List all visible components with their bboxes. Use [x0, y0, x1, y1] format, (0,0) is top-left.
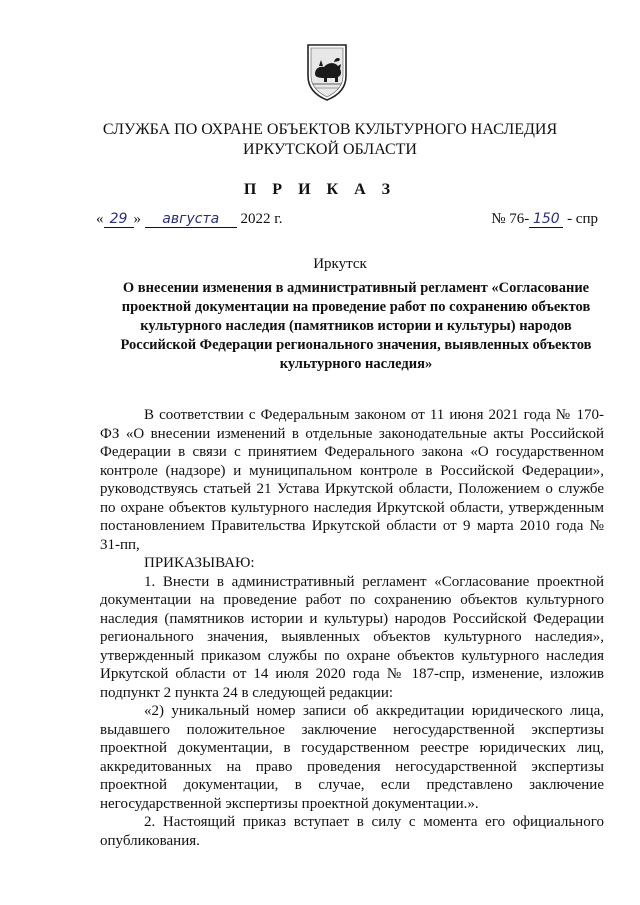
number-prefix: № 76- [491, 211, 530, 227]
order-subject: О внесении изменения в административный регламент «Согласование проектной документации на проведение работ по сохранению объектов культурного наследия (памятников истории и культуры) народов Российской Федерации регионального значения, выявленных объектов культурного наследия» [120, 280, 592, 372]
org-line-1: СЛУЖБА ПО ОХРАНЕ ОБЪЕКТОВ КУЛЬТУРНОГО НАСЛЕДИЯ [102, 121, 558, 138]
item-2-paragraph: 2. Настоящий приказ вступает в силу с момента его официального опубликования. [100, 814, 604, 849]
city: Иркутск [313, 256, 367, 272]
organization-name [60, 120, 600, 160]
date-day: 29 [104, 211, 134, 228]
date-close-quote: » [133, 211, 141, 227]
preamble-paragraph: В соответствии с Федеральным законом от 11 июня 2021 года № 170-ФЗ «О внесении изменений в отдельные законодательные акты Российской Федерации в связи с принятием Федерального закона «О государственном контроле (надзоре) и муниципальном контроле в Российской Федерации», руководствуясь статьей 21 Устава Иркутской области, Положением о службе по охране объектов культурного наследия Иркутской области, утвержденным постановлением Правительства Иркутской области от 9 марта 2010 года № 31-пп, [100, 407, 604, 553]
date-year: 2022 г. [240, 211, 283, 227]
number-handwritten: 150 [529, 211, 563, 228]
document-type-title: П Р И К А З [243, 181, 397, 198]
org-line-2: ИРКУТСКОЙ ОБЛАСТИ [243, 141, 417, 158]
date-month: августа [145, 211, 237, 228]
date-open-quote: « [96, 211, 104, 227]
order-word: ПРИКАЗЫВАЮ: [144, 555, 255, 571]
quoted-amendment-paragraph: «2) уникальный номер записи об аккредитации юридического лица, выдавшего положительное заключение негосударственной экспертизы проектной документации, в государственном реестре юридических лиц, аккредитованных на право проведения негосударственной экспертизы проектной документации, в случае, если представлено заключение негосударственной экспертизы проектной документации.». [100, 703, 604, 812]
order-date [96, 211, 282, 228]
order-body [100, 406, 604, 850]
coat-of-arms-icon [305, 42, 349, 102]
order-number [491, 211, 598, 228]
number-suffix: - спр [567, 211, 598, 227]
item-1-paragraph: 1. Внести в административный регламент «Согласование проектной документации на проведение работ по сохранению объектов культурного наследия (памятников истории и культуры) народов Российской Федерации регионального значения, выявленных объектов культурного наследия», утвержденный приказом службы по охране объектов культурного наследия Иркутской области от 14 июля 2020 года № 187-спр, изменение, изложив подпункт 2 пункта 24 в следующей редакции: [100, 573, 604, 701]
